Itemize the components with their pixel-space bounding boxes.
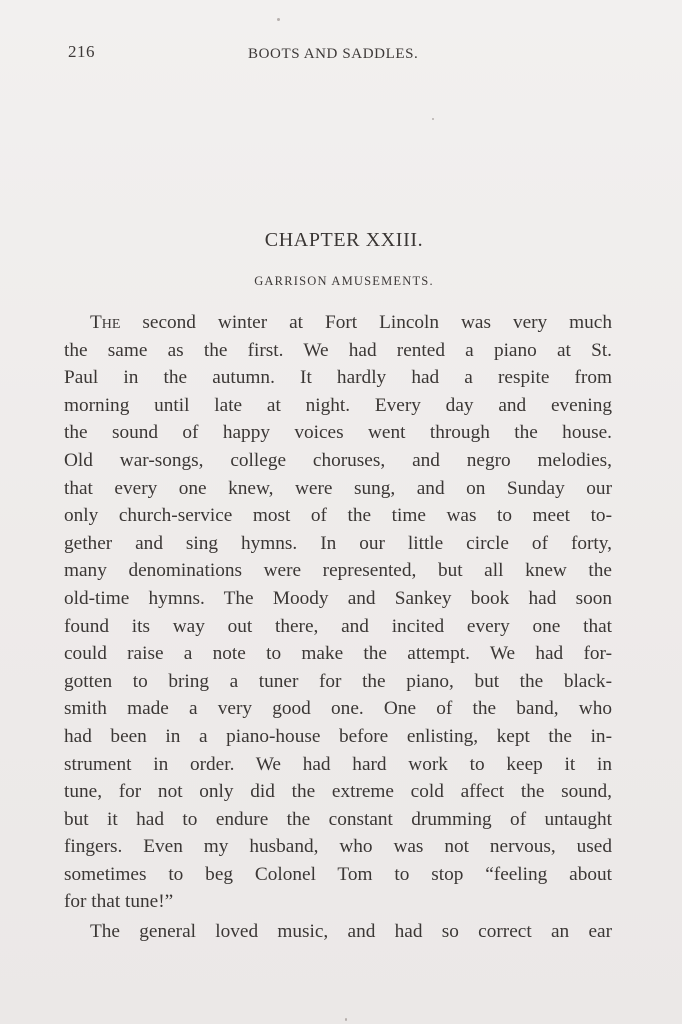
text-line: the same as the first. We had rented a piano at St. <box>64 339 612 361</box>
text-line: morning until late at night. Every day and evening <box>64 394 612 416</box>
text-line: Old war-songs, college choruses, and negro melodies, <box>64 449 612 471</box>
text-line-rest: second winter at Fort Lincoln was very much <box>120 312 612 333</box>
body-text <box>64 309 612 946</box>
text-line: had been in a piano-house before enlisting, kept the in- <box>64 725 612 747</box>
text-line: gether and sing hymns. In our little circle of forty, <box>64 532 612 554</box>
text-line: found its way out there, and incited every one that <box>64 615 612 637</box>
text-line: The general loved music, and had so correct an ear <box>90 921 612 943</box>
text-line: fingers. Even my husband, who was not nervous, used <box>64 836 612 858</box>
text-line: tune, for not only did the extreme cold affect the sound, <box>64 781 612 803</box>
text-line: many denominations were represented, but all knew the <box>64 560 612 582</box>
running-title: BOOTS AND SADDLES. <box>248 46 419 62</box>
text-line: old-time hymns. The Moody and Sankey book had soon <box>64 587 612 609</box>
text-line: gotten to bring a tuner for the piano, but the black- <box>64 670 612 692</box>
text-line: for that tune!” <box>64 891 174 913</box>
text-line: could raise a note to make the attempt. We had for- <box>64 643 612 665</box>
page-number: 216 <box>68 42 95 61</box>
text-line: only church-service most of the time was to meet to- <box>64 505 612 527</box>
text-line: strument in order. We had hard work to keep it in <box>64 753 612 775</box>
text-line: sometimes to beg Colonel Tom to stop “feeling about <box>64 863 612 885</box>
chapter-subtitle: GARRISON AMUSEMENTS. <box>254 274 434 288</box>
text-line: the sound of happy voices went through the house. <box>64 422 612 444</box>
chapter-title: CHAPTER XXIII. <box>264 229 424 251</box>
paper-speck <box>432 118 434 120</box>
text-line <box>64 309 612 337</box>
text-line: smith made a very good one. One of the band, who <box>64 698 612 720</box>
paper-speck <box>345 1018 347 1021</box>
text-line: but it had to endure the constant drumming of untaught <box>64 808 612 830</box>
text-line: that every one knew, were sung, and on Sunday our <box>64 477 612 499</box>
drop-word: The <box>90 312 121 333</box>
text-line: Paul in the autumn. It hardly had a respite from <box>64 367 612 389</box>
paper-speck <box>277 18 280 21</box>
